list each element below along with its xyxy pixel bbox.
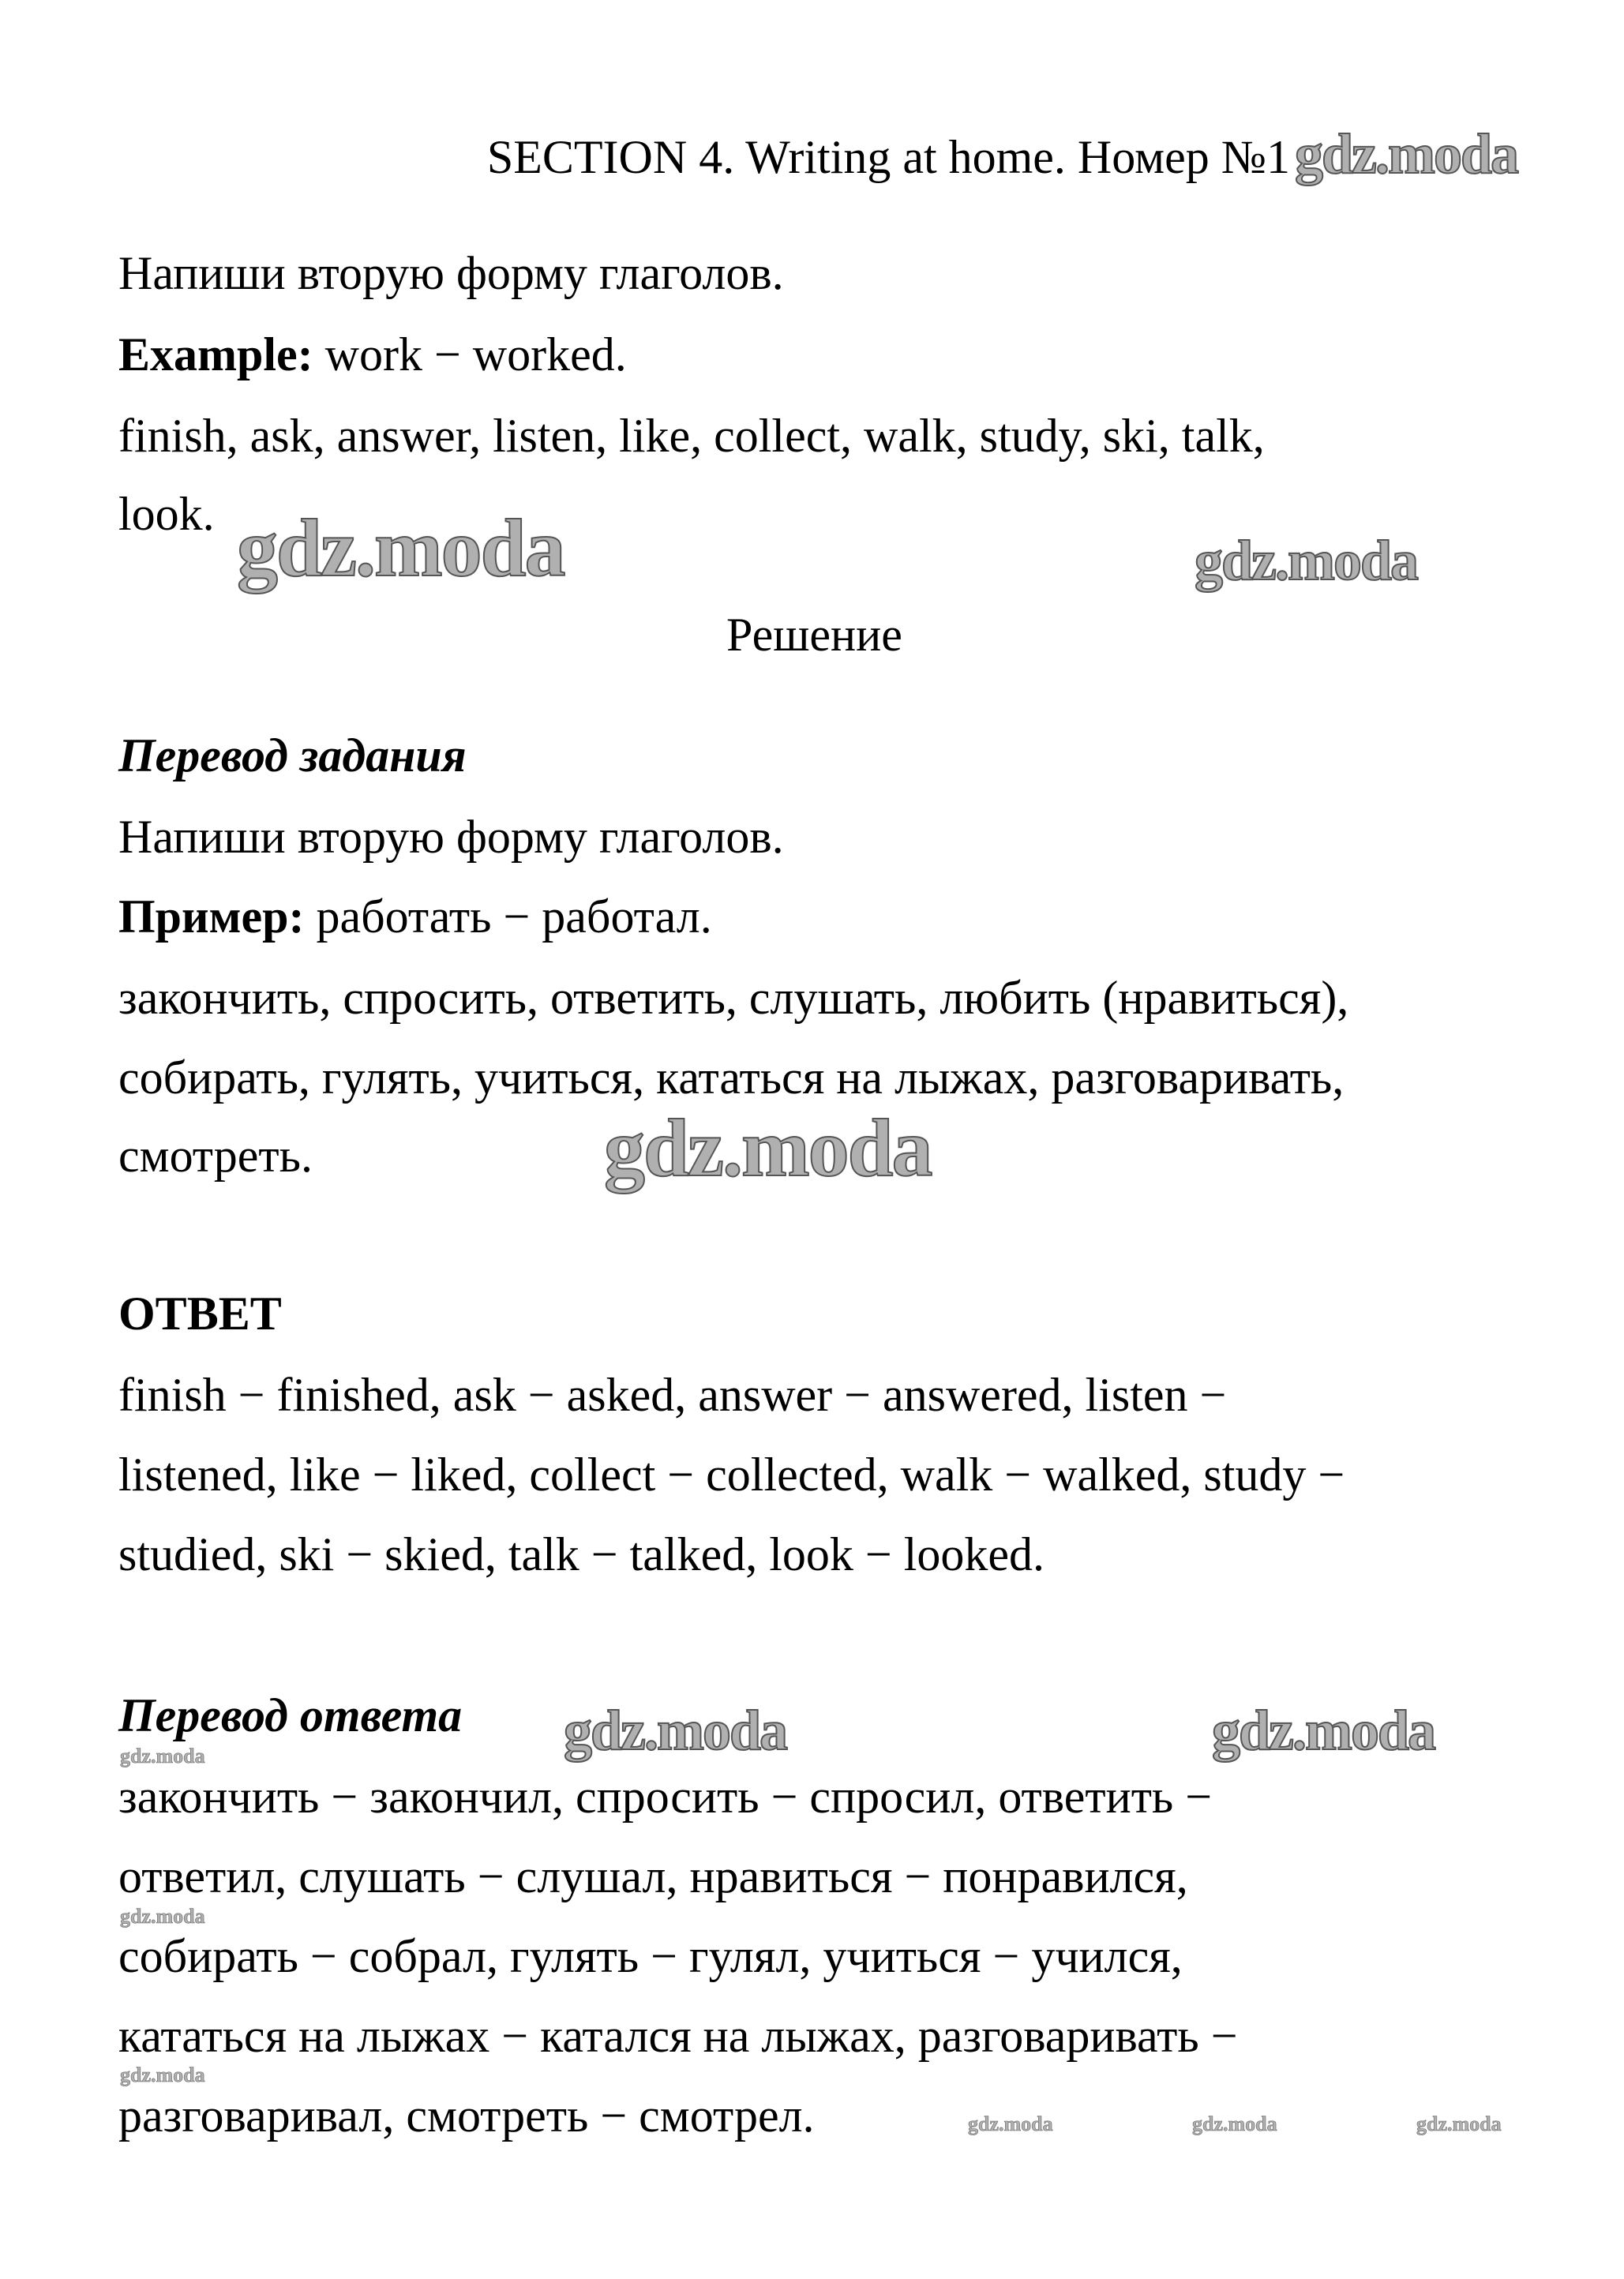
task-instruction: Напиши вторую форму глаголов. [118,247,784,299]
answer-translation-line: разговаривал, смотреть − смотрел. [118,2090,815,2142]
answer-translation-line: закончить − закончил, спросить − спросил, ответить − [118,1771,1213,1823]
solution-label: Решение [726,609,902,661]
answer-translation-heading: Перевод ответа [118,1689,463,1741]
page-title: SECTION 4. Writing at home. Номер №1 [486,131,1290,183]
example-text: work − worked. [313,328,627,380]
watermark: gdz.moda [1294,122,1517,186]
watermark: gdz.moda [1195,529,1418,592]
example-label: Пример: [118,890,305,943]
answer-line: finish − finished, ask − asked, answer − answered, listen − [118,1369,1227,1421]
translation-line: закончить, спросить, ответить, слушать, любить (нравиться), [118,972,1349,1024]
translation-example [118,889,712,944]
translation-line: смотреть. [118,1130,313,1182]
translation-instruction: Напиши вторую форму глаголов. [118,811,784,863]
watermark: gdz.moda [604,1103,932,1194]
answer-line: studied, ski − skied, talk − talked, look − looked. [118,1528,1045,1580]
task-line: look. [118,488,215,540]
watermark: gdz.moda [120,1905,205,1928]
answer-line: listened, like − liked, collect − collected, walk − walked, study − [118,1449,1345,1501]
task-example [118,327,627,382]
translation-heading: Перевод задания [118,729,467,782]
watermark: gdz.moda [564,1699,787,1762]
translation-line: собирать, гулять, учиться, кататься на лыжах, разговаривать, [118,1051,1345,1104]
watermark: gdz.moda [1192,2112,1277,2135]
watermark: gdz.moda [1416,2112,1502,2135]
watermark: gdz.moda [120,1745,205,1767]
example-label: Example: [118,328,313,380]
answer-heading: ОТВЕТ [118,1288,282,1340]
example-text: работать − работал. [304,890,712,943]
answer-translation-line: собирать − собрал, гулять − гулял, учиться − учился, [118,1930,1183,1982]
answer-translation-line: ответил, слушать − слушал, нравиться − понравился, [118,1850,1188,1902]
watermark: gdz.moda [237,503,564,594]
watermark: gdz.moda [1212,1699,1435,1762]
answer-translation-line: кататься на лыжах − катался на лыжах, разговаривать − [118,2010,1238,2062]
page-header [487,122,1517,189]
task-line: finish, ask, answer, listen, like, collect, walk, study, ski, talk, [118,410,1265,462]
watermark: gdz.moda [120,2063,205,2086]
watermark: gdz.moda [968,2112,1053,2135]
